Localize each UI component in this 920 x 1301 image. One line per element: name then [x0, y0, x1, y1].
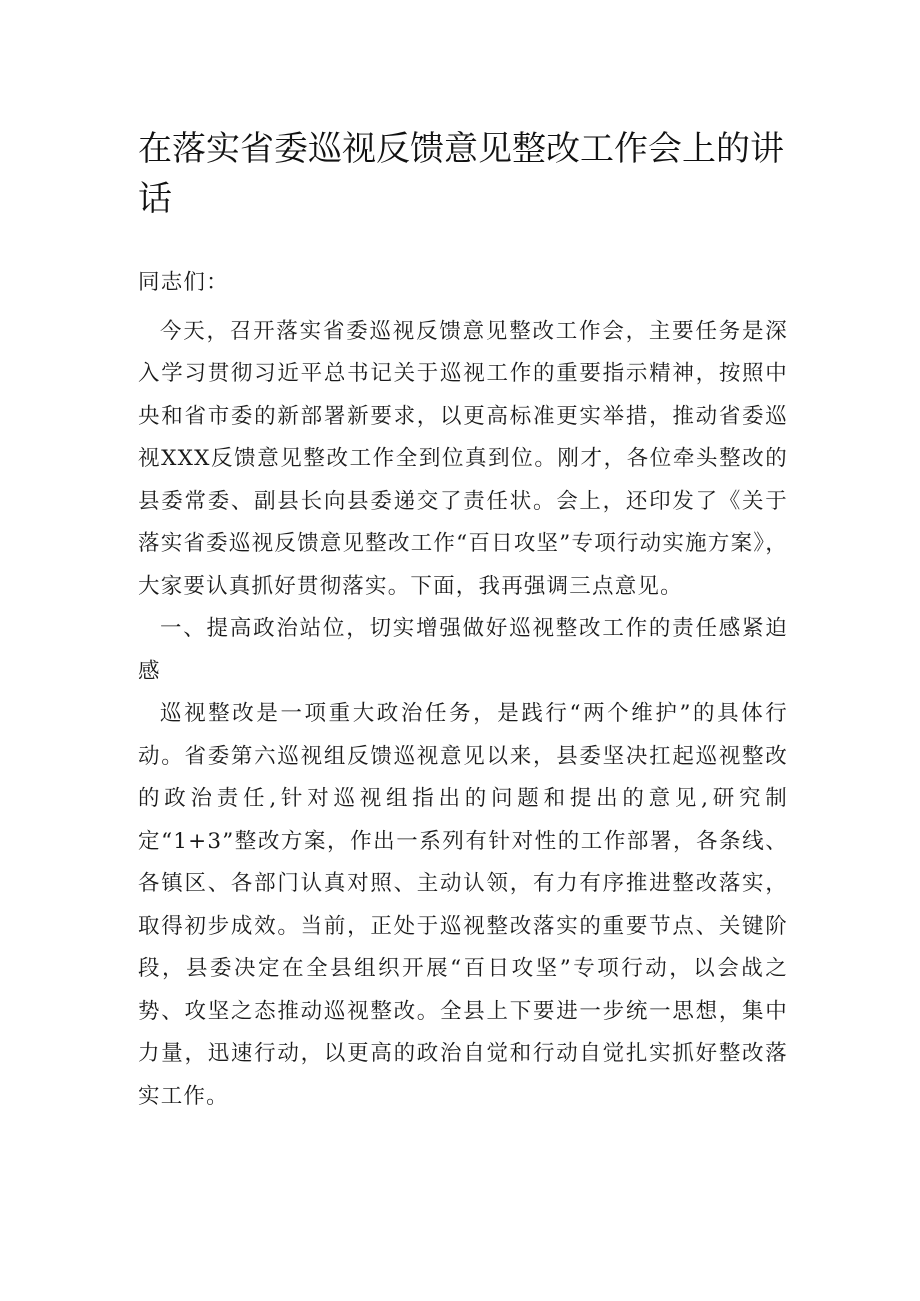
- paragraph-section-1: 巡视整改是一项重大政治任务，是践行“两个维护”的具体行动。省委第六巡视组反馈巡视意见以来，县委坚决扛起巡视整改的政治责任,针对巡视组指出的问题和提出的意见,研究制定“1+3”整改方案，作出一系列有针对性的工作部署，各条线、各镇区、各部门认真对照、主动认领，有力有序推进整改落实，取得初步成效。当前，正处于巡视整改落实的重要节点、关键阶段，县委决定在全县组织开展“百日攻坚”专项行动，以会战之势、攻坚之态推动巡视整改。全县上下要进一步统一思想，集中力量，迅速行动，以更高的政治自觉和行动自觉扎实抓好整改落实工作。: [138, 701, 788, 1109]
- document-body: [138, 262, 788, 1118]
- section-heading-1: 一、提高政治站位，切实增强做好巡视整改工作的责任感紧迫感: [138, 616, 788, 684]
- greeting: 同志们：: [138, 270, 229, 295]
- document-title: 在落实省委巡视反馈意见整改工作会上的讲话: [138, 129, 784, 219]
- paragraph-intro: 今天，召开落实省委巡视反馈意见整改工作会，主要任务是深入学习贯彻习近平总书记关于巡视工作的重要指示精神，按照中央和省市委的新部署新要求，以更高标准更实举措，推动省委巡视XXX反馈意见整改工作全到位真到位。刚才，各位牵头整改的县委常委、副县长向县委递交了责任状。会上，还印发了《关于落实省委巡视反馈意见整改工作“百日攻坚”专项行动实施方案》，大家要认真抓好贯彻落实。下面，我再强调三点意见。: [138, 318, 788, 599]
